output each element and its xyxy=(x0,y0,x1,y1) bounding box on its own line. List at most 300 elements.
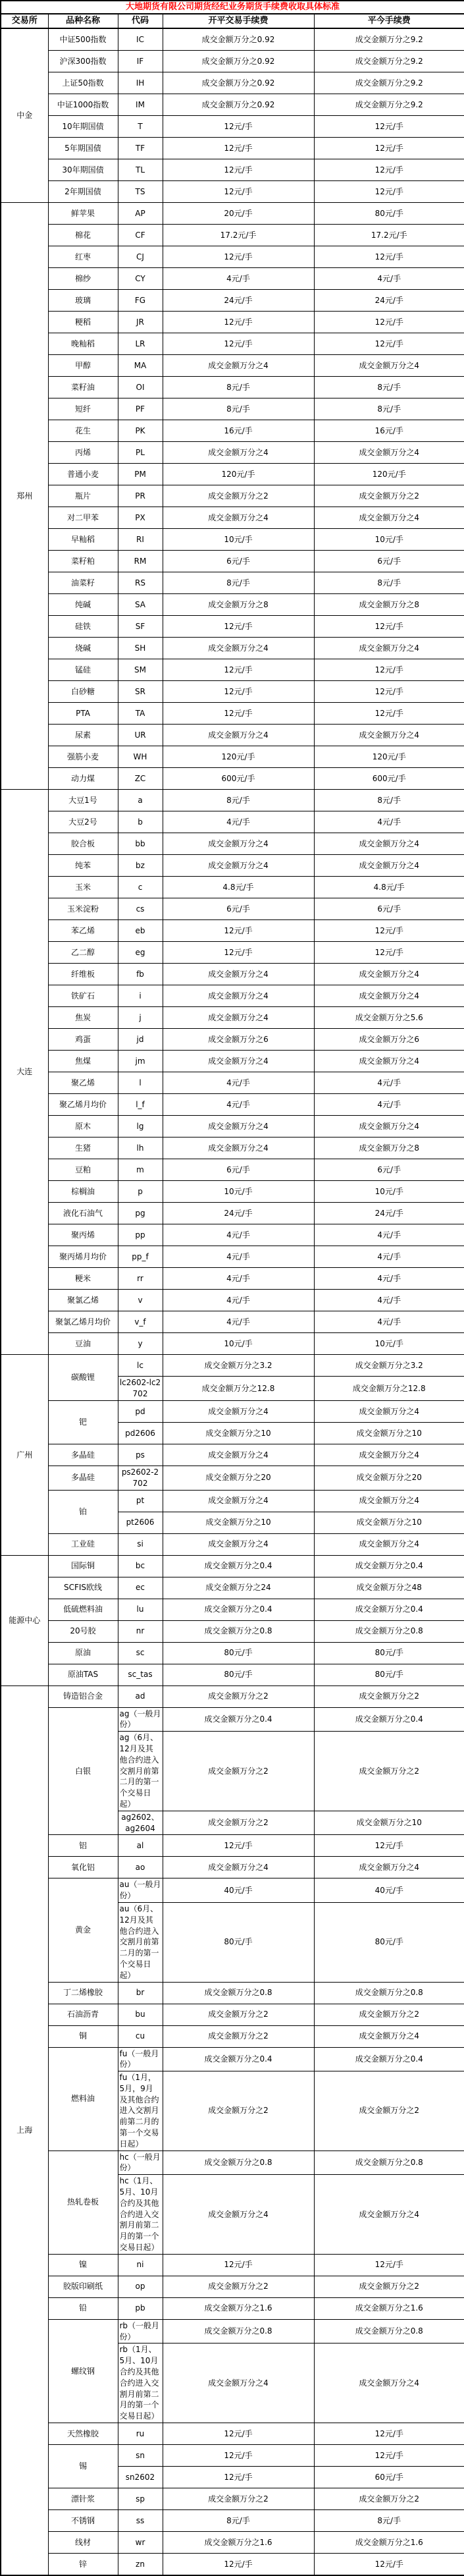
open-fee-cell: 成交金额万分之2 xyxy=(163,1811,314,1835)
code-cell: pd xyxy=(118,1400,163,1422)
product-cell: 玉米淀粉 xyxy=(48,898,118,920)
open-fee-cell: 成交金额万分之4 xyxy=(163,833,314,855)
open-fee-cell: 120元/手 xyxy=(163,464,314,485)
code-cell: hc（一般月份） xyxy=(118,2151,163,2175)
code-cell: au（一般月份） xyxy=(118,1878,163,1903)
close-today-fee-cell: 8元/手 xyxy=(314,398,464,420)
table-row xyxy=(1,312,464,333)
product-cell: 硅铁 xyxy=(48,616,118,638)
code-cell: v xyxy=(118,1290,163,1311)
product-cell: 纯苯 xyxy=(48,855,118,877)
close-today-fee-cell: 60元/手 xyxy=(314,2467,464,2488)
table-row xyxy=(1,116,464,138)
product-cell: 铜 xyxy=(48,2025,118,2047)
code-cell: RM xyxy=(118,551,163,572)
table-row xyxy=(1,681,464,703)
table-row xyxy=(1,855,464,877)
table-row xyxy=(1,2297,464,2319)
open-fee-cell: 成交金额万分之4 xyxy=(163,1533,314,1555)
code-cell: JR xyxy=(118,312,163,333)
code-cell: ec xyxy=(118,1577,163,1599)
table-row xyxy=(1,1466,464,1490)
code-cell: sn2602 xyxy=(118,2467,163,2488)
code-cell: rr xyxy=(118,1268,163,1290)
code-cell: eg xyxy=(118,942,163,964)
table-row xyxy=(1,1555,464,1577)
close-today-fee-cell: 成交金额万分之8 xyxy=(314,594,464,616)
code-cell: ps2602-2702 xyxy=(118,1466,163,1490)
close-today-fee-cell: 成交金额万分之5.6 xyxy=(314,1007,464,1029)
open-fee-cell: 8元/手 xyxy=(163,790,314,811)
table-row xyxy=(1,1707,464,1732)
open-fee-cell: 成交金额万分之10 xyxy=(163,1512,314,1533)
table-row xyxy=(1,355,464,377)
close-today-fee-cell: 成交金额万分之4 xyxy=(314,1444,464,1466)
product-cell: 锰硅 xyxy=(48,659,118,681)
open-fee-cell: 4元/手 xyxy=(163,1246,314,1268)
code-cell: rb（一般月份） xyxy=(118,2319,163,2343)
table-row xyxy=(1,1333,464,1355)
code-cell: PM xyxy=(118,464,163,485)
product-cell: 中证1000指数 xyxy=(48,94,118,116)
product-cell: 2年期国债 xyxy=(48,181,118,203)
product-cell: 棉花 xyxy=(48,225,118,246)
table-row xyxy=(1,920,464,942)
open-fee-cell: 10元/手 xyxy=(163,1181,314,1203)
exchange-cell: 上海 xyxy=(1,1685,48,2575)
close-today-fee-cell: 8元/手 xyxy=(314,2510,464,2532)
open-fee-cell: 8元/手 xyxy=(163,398,314,420)
table-row xyxy=(1,877,464,898)
open-fee-cell: 成交金额万分之0.4 xyxy=(163,1599,314,1620)
close-today-fee-cell: 成交金额万分之2 xyxy=(314,2488,464,2510)
table-row xyxy=(1,2025,464,2047)
table-row xyxy=(1,28,464,51)
open-fee-cell: 12元/手 xyxy=(163,181,314,203)
table-row xyxy=(1,703,464,725)
code-cell: br xyxy=(118,1982,163,2004)
code-cell: SF xyxy=(118,616,163,638)
open-fee-cell: 成交金额万分之4 xyxy=(163,964,314,985)
close-today-fee-cell: 4元/手 xyxy=(314,1246,464,1268)
close-today-fee-cell: 16元/手 xyxy=(314,420,464,442)
close-today-fee-cell: 成交金额万分之4 xyxy=(314,2025,464,2047)
product-cell: 原木 xyxy=(48,1116,118,1137)
table-row xyxy=(1,659,464,681)
product-cell: 铝 xyxy=(48,1835,118,1857)
code-cell: ag2602、ag2604 xyxy=(118,1811,163,1835)
close-today-fee-cell: 成交金额万分之2 xyxy=(314,1685,464,1707)
open-fee-cell: 8元/手 xyxy=(163,2510,314,2532)
open-fee-cell: 成交金额万分之0.92 xyxy=(163,51,314,72)
open-fee-cell: 12元/手 xyxy=(163,116,314,138)
code-cell: jm xyxy=(118,1051,163,1072)
code-cell: PL xyxy=(118,442,163,464)
open-fee-cell: 8元/手 xyxy=(163,377,314,398)
table-row xyxy=(1,572,464,594)
open-fee-cell: 12元/手 xyxy=(163,1835,314,1857)
close-today-fee-cell: 120元/手 xyxy=(314,746,464,768)
product-cell: 热轧卷板 xyxy=(48,2151,118,2254)
close-today-fee-cell: 12元/手 xyxy=(314,138,464,159)
table-row xyxy=(1,507,464,529)
close-today-fee-cell: 成交金额万分之10 xyxy=(314,1422,464,1444)
code-cell: IH xyxy=(118,72,163,94)
close-today-fee-cell: 12元/手 xyxy=(314,246,464,268)
code-cell: l xyxy=(118,1072,163,1094)
close-today-fee-cell: 6元/手 xyxy=(314,551,464,572)
open-fee-cell: 成交金额万分之2 xyxy=(163,2025,314,2047)
product-cell: 天然橡胶 xyxy=(48,2423,118,2445)
close-today-fee-cell: 成交金额万分之4 xyxy=(314,1857,464,1878)
open-fee-cell: 4元/手 xyxy=(163,1268,314,1290)
open-fee-cell: 80元/手 xyxy=(163,1664,314,1685)
open-fee-cell: 成交金额万分之6 xyxy=(163,1029,314,1051)
table-row xyxy=(1,225,464,246)
code-cell: ru xyxy=(118,2423,163,2445)
close-today-fee-cell: 6元/手 xyxy=(314,898,464,920)
code-cell: PX xyxy=(118,507,163,529)
open-fee-cell: 12元/手 xyxy=(163,138,314,159)
open-fee-cell: 成交金额万分之4 xyxy=(163,1857,314,1878)
close-today-fee-cell: 成交金额万分之4 xyxy=(314,638,464,659)
code-cell: lh xyxy=(118,1137,163,1159)
table-row xyxy=(1,181,464,203)
code-cell: FG xyxy=(118,290,163,312)
close-today-fee-cell: 成交金额万分之8 xyxy=(314,1137,464,1159)
close-today-fee-cell: 成交金额万分之4 xyxy=(314,2175,464,2255)
table-row xyxy=(1,1051,464,1072)
close-today-fee-cell: 12元/手 xyxy=(314,1835,464,1857)
code-cell: i xyxy=(118,985,163,1007)
code-cell: pd2606 xyxy=(118,1422,163,1444)
open-fee-cell: 120元/手 xyxy=(163,746,314,768)
code-cell: OI xyxy=(118,377,163,398)
code-cell: wr xyxy=(118,2532,163,2554)
code-cell: pt2606 xyxy=(118,1512,163,1533)
close-today-fee-cell: 成交金额万分之4 xyxy=(314,985,464,1007)
close-today-fee-cell: 成交金额万分之20 xyxy=(314,1466,464,1490)
code-cell: y xyxy=(118,1333,163,1355)
close-today-fee-cell: 成交金额万分之0.8 xyxy=(314,1620,464,1642)
product-cell: 原油TAS xyxy=(48,1664,118,1685)
product-cell: 胶版印刷纸 xyxy=(48,2276,118,2297)
product-cell: 甲醇 xyxy=(48,355,118,377)
open-fee-cell: 16元/手 xyxy=(163,420,314,442)
code-cell: lu xyxy=(118,1599,163,1620)
open-fee-cell: 成交金额万分之4 xyxy=(163,355,314,377)
open-fee-cell: 成交金额万分之24 xyxy=(163,1577,314,1599)
product-cell: 瓶片 xyxy=(48,485,118,507)
open-fee-cell: 4元/手 xyxy=(163,1094,314,1116)
product-cell: 粳米 xyxy=(48,1268,118,1290)
table-row xyxy=(1,1685,464,1707)
close-today-fee-cell: 成交金额万分之10 xyxy=(314,1512,464,1533)
product-cell: 花生 xyxy=(48,420,118,442)
code-cell: SH xyxy=(118,638,163,659)
code-cell: pb xyxy=(118,2297,163,2319)
close-today-fee-cell: 成交金额万分之9.2 xyxy=(314,28,464,51)
product-cell: 普通小麦 xyxy=(48,464,118,485)
table-row xyxy=(1,1224,464,1246)
close-today-fee-cell: 12元/手 xyxy=(314,942,464,964)
product-cell: 聚氯乙烯 xyxy=(48,1290,118,1311)
close-today-fee-cell: 成交金额万分之2 xyxy=(314,1732,464,1811)
close-today-fee-cell: 12元/手 xyxy=(314,2554,464,2576)
product-cell: 动力煤 xyxy=(48,768,118,790)
table-row xyxy=(1,1642,464,1664)
code-cell: SR xyxy=(118,681,163,703)
close-today-fee-cell: 12元/手 xyxy=(314,659,464,681)
open-fee-cell: 12元/手 xyxy=(163,2445,314,2467)
close-today-fee-cell: 12元/手 xyxy=(314,616,464,638)
table-row xyxy=(1,529,464,551)
table-row xyxy=(1,464,464,485)
close-today-fee-cell: 4.8元/手 xyxy=(314,877,464,898)
close-today-fee-cell: 10元/手 xyxy=(314,1181,464,1203)
code-cell: ao xyxy=(118,1857,163,1878)
close-today-fee-cell: 80元/手 xyxy=(314,203,464,225)
code-cell: b xyxy=(118,811,163,833)
product-cell: 漂针浆 xyxy=(48,2488,118,2510)
table-row xyxy=(1,1311,464,1333)
open-fee-cell: 12元/手 xyxy=(163,681,314,703)
open-fee-cell: 12元/手 xyxy=(163,2554,314,2576)
code-cell: lg xyxy=(118,1116,163,1137)
open-fee-cell: 成交金额万分之0.4 xyxy=(163,1707,314,1732)
close-today-fee-cell: 12元/手 xyxy=(314,2445,464,2467)
product-cell: 镍 xyxy=(48,2254,118,2276)
code-cell: pp xyxy=(118,1224,163,1246)
product-cell: 锡 xyxy=(48,2445,118,2488)
table-row xyxy=(1,2510,464,2532)
header-cell: 品种名称 xyxy=(48,14,118,28)
close-today-fee-cell: 成交金额万分之0.4 xyxy=(314,1599,464,1620)
code-cell: CJ xyxy=(118,246,163,268)
close-today-fee-cell: 12元/手 xyxy=(314,116,464,138)
code-cell: PF xyxy=(118,398,163,420)
open-fee-cell: 4元/手 xyxy=(163,268,314,290)
code-cell: rb（1月、5月、10月合约及其他合约进入交割月前第二月的第一个交易日起） xyxy=(118,2343,163,2423)
product-cell: 大豆2号 xyxy=(48,811,118,833)
close-today-fee-cell: 成交金额万分之4 xyxy=(314,355,464,377)
product-cell: 聚丙烯月均价 xyxy=(48,1246,118,1268)
header-cell: 平今手续费 xyxy=(314,14,464,28)
table-row xyxy=(1,1878,464,1903)
open-fee-cell: 10元/手 xyxy=(163,529,314,551)
product-cell: 白银 xyxy=(48,1707,118,1835)
product-cell: 棉纱 xyxy=(48,268,118,290)
code-cell: ps xyxy=(118,1444,163,1466)
code-cell: l_f xyxy=(118,1094,163,1116)
product-cell: 10年期国债 xyxy=(48,116,118,138)
table-row xyxy=(1,290,464,312)
product-cell: 沪深300指数 xyxy=(48,51,118,72)
column-header-row xyxy=(1,14,464,28)
open-fee-cell: 成交金额万分之2 xyxy=(163,2276,314,2297)
code-cell: al xyxy=(118,1835,163,1857)
open-fee-cell: 4.8元/手 xyxy=(163,877,314,898)
close-today-fee-cell: 4元/手 xyxy=(314,1311,464,1333)
product-cell: 钯 xyxy=(48,1400,118,1444)
open-fee-cell: 8元/手 xyxy=(163,572,314,594)
code-cell: AP xyxy=(118,203,163,225)
product-cell: 石油沥青 xyxy=(48,2004,118,2025)
open-fee-cell: 4元/手 xyxy=(163,1290,314,1311)
open-fee-cell: 12元/手 xyxy=(163,2467,314,2488)
product-cell: 螺纹钢 xyxy=(48,2319,118,2423)
table-row xyxy=(1,2276,464,2297)
code-cell: CY xyxy=(118,268,163,290)
open-fee-cell: 10元/手 xyxy=(163,1333,314,1355)
table-row xyxy=(1,1029,464,1051)
product-cell: 红枣 xyxy=(48,246,118,268)
product-cell: 液化石油气 xyxy=(48,1203,118,1224)
exchange-cell: 郑州 xyxy=(1,203,48,790)
close-today-fee-cell: 12元/手 xyxy=(314,333,464,355)
table-row xyxy=(1,2254,464,2276)
table-row xyxy=(1,1137,464,1159)
close-today-fee-cell: 24元/手 xyxy=(314,290,464,312)
table-row xyxy=(1,790,464,811)
header-cell: 开平交易手续费 xyxy=(163,14,314,28)
table-row xyxy=(1,1268,464,1290)
code-cell: bz xyxy=(118,855,163,877)
product-cell: 20号胶 xyxy=(48,1620,118,1642)
code-cell: cs xyxy=(118,898,163,920)
open-fee-cell: 成交金额万分之2 xyxy=(163,1732,314,1811)
open-fee-cell: 12元/手 xyxy=(163,333,314,355)
product-cell: 烧碱 xyxy=(48,638,118,659)
table-row xyxy=(1,2554,464,2576)
close-today-fee-cell: 成交金额万分之0.4 xyxy=(314,1707,464,1732)
close-today-fee-cell: 成交金额万分之12.8 xyxy=(314,1377,464,1401)
product-cell: 焦炭 xyxy=(48,1007,118,1029)
open-fee-cell: 17.2元/手 xyxy=(163,225,314,246)
product-cell: 锌 xyxy=(48,2554,118,2576)
table-row xyxy=(1,1533,464,1555)
close-today-fee-cell: 成交金额万分之1.6 xyxy=(314,2297,464,2319)
open-fee-cell: 12元/手 xyxy=(163,920,314,942)
code-cell: TL xyxy=(118,159,163,181)
table-row xyxy=(1,2047,464,2071)
close-today-fee-cell: 80元/手 xyxy=(314,1642,464,1664)
close-today-fee-cell: 4元/手 xyxy=(314,811,464,833)
table-row xyxy=(1,203,464,225)
table-row xyxy=(1,1664,464,1685)
open-fee-cell: 成交金额万分之4 xyxy=(163,725,314,746)
product-cell: 晚籼稻 xyxy=(48,333,118,355)
close-today-fee-cell: 8元/手 xyxy=(314,572,464,594)
product-cell: PTA xyxy=(48,703,118,725)
product-cell: 上证50指数 xyxy=(48,72,118,94)
table-row xyxy=(1,638,464,659)
open-fee-cell: 成交金额万分之10 xyxy=(163,1422,314,1444)
close-today-fee-cell: 成交金额万分之0.4 xyxy=(314,2047,464,2071)
table-row xyxy=(1,94,464,116)
table-row xyxy=(1,51,464,72)
product-cell: 多晶硅 xyxy=(48,1466,118,1490)
table-row xyxy=(1,2532,464,2554)
close-today-fee-cell: 8元/手 xyxy=(314,790,464,811)
product-cell: 尿素 xyxy=(48,725,118,746)
open-fee-cell: 成交金额万分之4 xyxy=(163,2175,314,2255)
product-cell: 棕榈油 xyxy=(48,1181,118,1203)
close-today-fee-cell: 成交金额万分之1.6 xyxy=(314,2532,464,2554)
open-fee-cell: 成交金额万分之0.8 xyxy=(163,1620,314,1642)
open-fee-cell: 成交金额万分之4 xyxy=(163,1400,314,1422)
code-cell: c xyxy=(118,877,163,898)
table-row xyxy=(1,398,464,420)
close-today-fee-cell: 12元/手 xyxy=(314,159,464,181)
code-cell: v_f xyxy=(118,1311,163,1333)
code-cell: UR xyxy=(118,725,163,746)
product-cell: 纯碱 xyxy=(48,594,118,616)
code-cell: IF xyxy=(118,51,163,72)
open-fee-cell: 成交金额万分之0.8 xyxy=(163,1982,314,2004)
product-cell: 鲜苹果 xyxy=(48,203,118,225)
close-today-fee-cell: 成交金额万分之2 xyxy=(314,2004,464,2025)
product-cell: 多晶硅 xyxy=(48,1444,118,1466)
code-cell: bu xyxy=(118,2004,163,2025)
code-cell: TA xyxy=(118,703,163,725)
close-today-fee-cell: 成交金额万分之4 xyxy=(314,1400,464,1422)
open-fee-cell: 成交金额万分之4 xyxy=(163,2343,314,2423)
code-cell: bc xyxy=(118,1555,163,1577)
code-cell: fu（1月，5月，9月及其他合约进入交割月前第二月的第一个交易日起） xyxy=(118,2071,163,2151)
open-fee-cell: 成交金额万分之4 xyxy=(163,1007,314,1029)
product-cell: 鸡蛋 xyxy=(48,1029,118,1051)
close-today-fee-cell: 成交金额万分之4 xyxy=(314,1116,464,1137)
open-fee-cell: 12元/手 xyxy=(163,942,314,964)
table-row xyxy=(1,442,464,464)
product-cell: 玉米 xyxy=(48,877,118,898)
open-fee-cell: 12元/手 xyxy=(163,616,314,638)
close-today-fee-cell: 成交金额万分之0.8 xyxy=(314,2319,464,2343)
code-cell: cu xyxy=(118,2025,163,2047)
title-row xyxy=(1,1,464,14)
code-cell: RS xyxy=(118,572,163,594)
code-cell: SM xyxy=(118,659,163,681)
product-cell: 油菜籽 xyxy=(48,572,118,594)
code-cell: ZC xyxy=(118,768,163,790)
close-today-fee-cell: 80元/手 xyxy=(314,1664,464,1685)
close-today-fee-cell: 成交金额万分之4 xyxy=(314,2343,464,2423)
code-cell: ag（一般月份） xyxy=(118,1707,163,1732)
table-row xyxy=(1,551,464,572)
open-fee-cell: 12元/手 xyxy=(163,312,314,333)
table-row xyxy=(1,942,464,964)
product-cell: 铸造铝合金 xyxy=(48,1685,118,1707)
code-cell: MA xyxy=(118,355,163,377)
product-cell: 对二甲苯 xyxy=(48,507,118,529)
close-today-fee-cell: 成交金额万分之4 xyxy=(314,725,464,746)
code-cell: eb xyxy=(118,920,163,942)
code-cell: RI xyxy=(118,529,163,551)
table-row xyxy=(1,138,464,159)
open-fee-cell: 80元/手 xyxy=(163,1642,314,1664)
open-fee-cell: 600元/手 xyxy=(163,768,314,790)
table-row xyxy=(1,985,464,1007)
open-fee-cell: 成交金额万分之0.92 xyxy=(163,94,314,116)
product-cell: 线材 xyxy=(48,2532,118,2554)
open-fee-cell: 6元/手 xyxy=(163,551,314,572)
open-fee-cell: 成交金额万分之4 xyxy=(163,507,314,529)
code-cell: fb xyxy=(118,964,163,985)
product-cell: 聚氯乙烯月均价 xyxy=(48,1311,118,1333)
open-fee-cell: 成交金额万分之1.6 xyxy=(163,2532,314,2554)
product-cell: 粳稻 xyxy=(48,312,118,333)
